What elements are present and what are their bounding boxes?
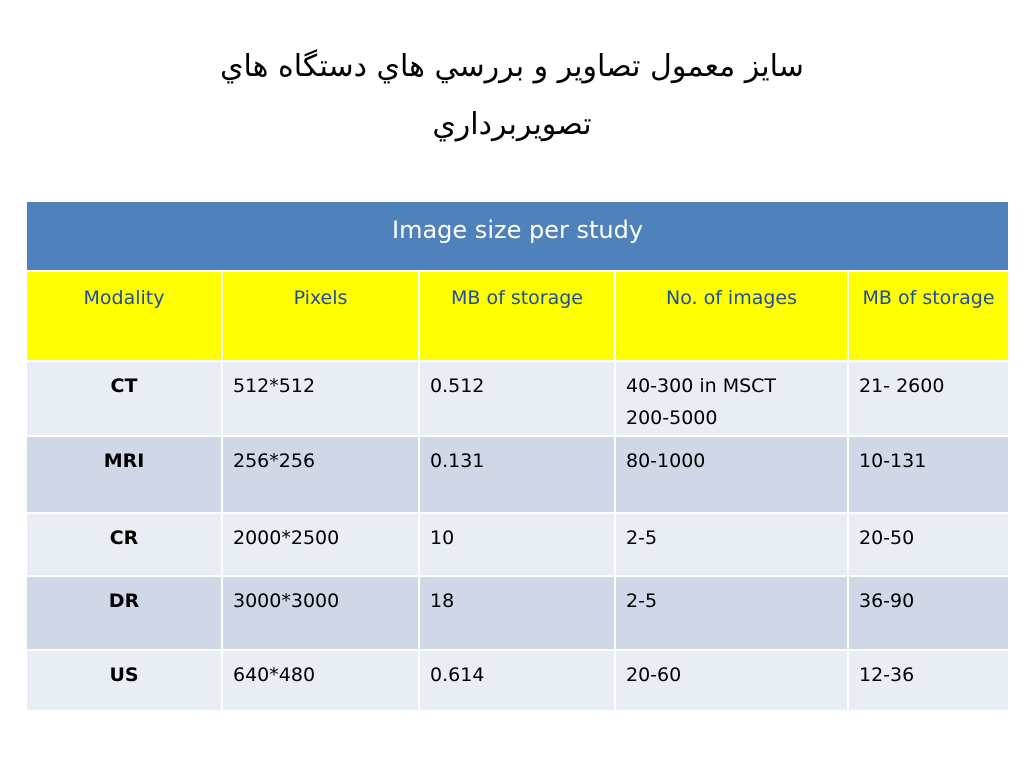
slide-title bbox=[120, 38, 904, 154]
cell-modality: CR bbox=[26, 513, 222, 576]
image-size-table bbox=[25, 200, 1010, 712]
cell-images-line-2: 200-5000 bbox=[626, 407, 718, 429]
cell-pixels: 640*480 bbox=[222, 650, 419, 711]
cell-images-line-1: 40-300 in MSCT bbox=[626, 375, 777, 397]
cell-total-mb: 12-36 bbox=[848, 650, 1009, 711]
cell-total-mb: 20-50 bbox=[848, 513, 1009, 576]
table-row bbox=[26, 513, 1009, 576]
table-row bbox=[26, 436, 1009, 513]
column-header-mb-storage: MB of storage bbox=[419, 271, 615, 361]
cell-images bbox=[615, 361, 848, 436]
table-row bbox=[26, 650, 1009, 711]
cell-modality: MRI bbox=[26, 436, 222, 513]
cell-modality: US bbox=[26, 650, 222, 711]
table-row bbox=[26, 576, 1009, 650]
table-caption: Image size per study bbox=[26, 201, 1009, 271]
cell-pixels: 256*256 bbox=[222, 436, 419, 513]
cell-modality: DR bbox=[26, 576, 222, 650]
title-line-1: سايز معمول تصاوير و بررسي هاي دستگاه هاي bbox=[220, 49, 804, 84]
cell-total-mb: 21- 2600 bbox=[848, 361, 1009, 436]
column-header-row bbox=[26, 271, 1009, 361]
cell-mb: 18 bbox=[419, 576, 615, 650]
cell-pixels: 3000*3000 bbox=[222, 576, 419, 650]
cell-total-mb: 10-131 bbox=[848, 436, 1009, 513]
column-header-total-mb-storage: MB of storage bbox=[848, 271, 1009, 361]
column-header-pixels: Pixels bbox=[222, 271, 419, 361]
cell-mb: 0.131 bbox=[419, 436, 615, 513]
table-row bbox=[26, 361, 1009, 436]
cell-mb: 0.512 bbox=[419, 361, 615, 436]
cell-modality: CT bbox=[26, 361, 222, 436]
cell-pixels: 2000*2500 bbox=[222, 513, 419, 576]
table-title-row bbox=[26, 201, 1009, 271]
column-header-no-images: No. of images bbox=[615, 271, 848, 361]
cell-total-mb: 36-90 bbox=[848, 576, 1009, 650]
cell-images: 2-5 bbox=[615, 513, 848, 576]
cell-mb: 10 bbox=[419, 513, 615, 576]
title-line-2: تصويربرداري bbox=[432, 107, 592, 142]
cell-pixels: 512*512 bbox=[222, 361, 419, 436]
column-header-modality: Modality bbox=[26, 271, 222, 361]
cell-mb: 0.614 bbox=[419, 650, 615, 711]
cell-images: 20-60 bbox=[615, 650, 848, 711]
cell-images: 80-1000 bbox=[615, 436, 848, 513]
cell-images: 2-5 bbox=[615, 576, 848, 650]
